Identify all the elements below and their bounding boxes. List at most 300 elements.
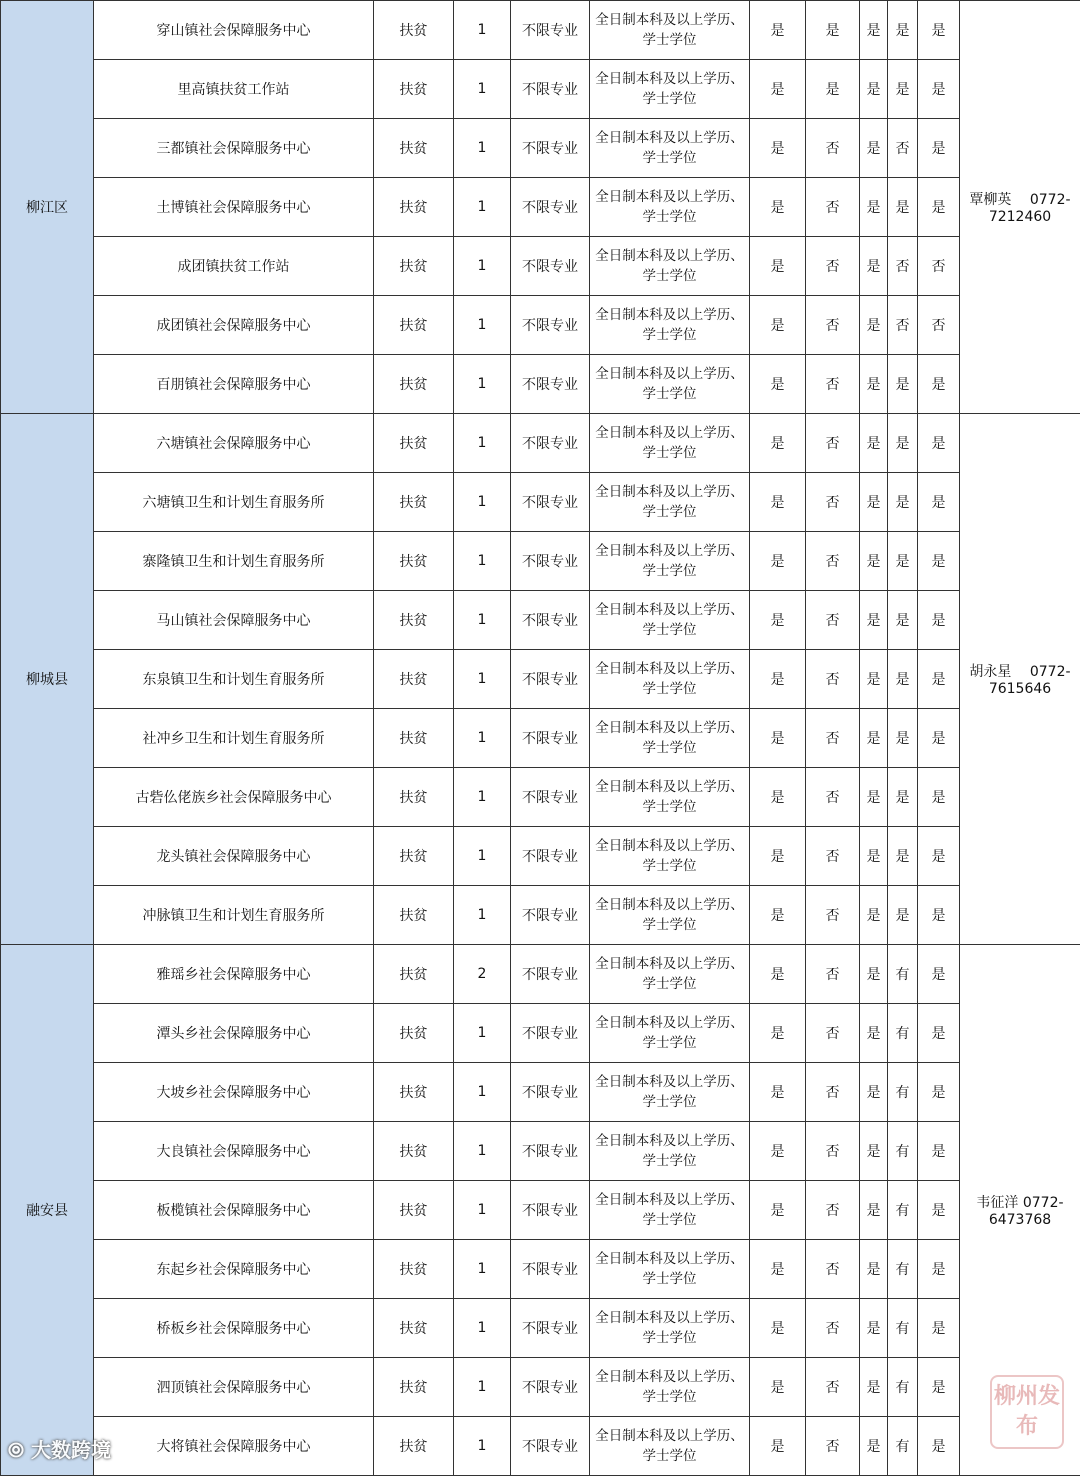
condition-cell: 是 (918, 1122, 960, 1181)
education-line-2: 学士学位 (643, 32, 697, 48)
condition-cell: 是 (750, 1240, 806, 1299)
condition-cell: 是 (918, 532, 960, 591)
condition-cell: 是 (918, 886, 960, 945)
condition-cell: 否 (806, 945, 860, 1004)
unit-cell: 冲脉镇卫生和计划生育服务所 (94, 886, 374, 945)
condition-cell: 是 (750, 119, 806, 178)
category-cell: 扶贫 (374, 650, 454, 709)
condition-cell: 是 (918, 1, 960, 60)
condition-cell: 是 (918, 1240, 960, 1299)
education-line-2: 学士学位 (643, 799, 697, 815)
unit-cell: 百朋镇社会保障服务中心 (94, 355, 374, 414)
condition-cell: 是 (888, 1, 918, 60)
category-cell: 扶贫 (374, 827, 454, 886)
condition-cell: 是 (860, 1299, 888, 1358)
condition-cell: 是 (888, 414, 918, 473)
condition-cell: 是 (750, 414, 806, 473)
condition-cell: 否 (806, 827, 860, 886)
count-cell: 1 (454, 1004, 511, 1063)
condition-cell: 否 (806, 650, 860, 709)
table-row (1, 1417, 1080, 1476)
count-cell: 1 (454, 119, 511, 178)
table-row (1, 650, 1080, 709)
education-cell (590, 119, 750, 178)
category-cell: 扶贫 (374, 1299, 454, 1358)
education-cell (590, 355, 750, 414)
education-line-2: 学士学位 (643, 858, 697, 874)
education-cell (590, 1, 750, 60)
contact-cell: 覃柳英 0772-7212460 (960, 1, 1080, 414)
unit-cell: 大坡乡社会保障服务中心 (94, 1063, 374, 1122)
count-cell: 1 (454, 178, 511, 237)
condition-cell: 否 (806, 237, 860, 296)
education-cell (590, 178, 750, 237)
condition-cell: 是 (750, 1004, 806, 1063)
unit-cell: 雅瑶乡社会保障服务中心 (94, 945, 374, 1004)
education-line-1: 全日制本科及以上学历、 (595, 838, 744, 854)
count-cell: 2 (454, 945, 511, 1004)
unit-cell: 桥板乡社会保障服务中心 (94, 1299, 374, 1358)
major-cell: 不限专业 (511, 1004, 590, 1063)
category-cell: 扶贫 (374, 1, 454, 60)
education-line-2: 学士学位 (643, 1389, 697, 1405)
condition-cell: 是 (888, 768, 918, 827)
county-cell: 柳城县 (1, 414, 94, 945)
condition-cell: 是 (750, 1358, 806, 1417)
unit-cell: 龙头镇社会保障服务中心 (94, 827, 374, 886)
condition-cell: 是 (888, 355, 918, 414)
condition-cell: 是 (860, 827, 888, 886)
unit-cell: 寨隆镇卫生和计划生育服务所 (94, 532, 374, 591)
condition-cell: 是 (860, 414, 888, 473)
condition-cell: 否 (806, 1240, 860, 1299)
count-cell: 1 (454, 1181, 511, 1240)
education-cell (590, 1240, 750, 1299)
condition-cell: 否 (806, 414, 860, 473)
table-row (1, 119, 1080, 178)
major-cell: 不限专业 (511, 178, 590, 237)
count-cell: 1 (454, 1063, 511, 1122)
condition-cell: 是 (888, 178, 918, 237)
education-cell (590, 945, 750, 1004)
watermark-logo-icon: ⦾ (8, 1438, 24, 1462)
condition-cell: 否 (806, 1063, 860, 1122)
condition-cell: 是 (806, 1, 860, 60)
condition-cell: 是 (750, 473, 806, 532)
unit-cell: 泗顶镇社会保障服务中心 (94, 1358, 374, 1417)
table-row (1, 296, 1080, 355)
table-row (1, 1181, 1080, 1240)
education-line-2: 学士学位 (643, 1212, 697, 1228)
education-line-2: 学士学位 (643, 268, 697, 284)
condition-cell: 是 (918, 60, 960, 119)
category-cell: 扶贫 (374, 1240, 454, 1299)
condition-cell: 否 (806, 591, 860, 650)
table-body (1, 1, 1080, 1476)
condition-cell: 是 (860, 1181, 888, 1240)
condition-cell: 是 (860, 119, 888, 178)
table-row (1, 1122, 1080, 1181)
condition-cell: 是 (750, 532, 806, 591)
condition-cell: 是 (888, 532, 918, 591)
condition-cell: 是 (888, 591, 918, 650)
education-line-1: 全日制本科及以上学历、 (595, 1015, 744, 1031)
condition-cell: 是 (750, 1063, 806, 1122)
table-row (1, 473, 1080, 532)
condition-cell: 有 (888, 945, 918, 1004)
condition-cell: 是 (918, 1299, 960, 1358)
education-cell (590, 414, 750, 473)
education-line-2: 学士学位 (643, 681, 697, 697)
condition-cell: 是 (860, 1063, 888, 1122)
condition-cell: 是 (750, 591, 806, 650)
condition-cell: 是 (860, 768, 888, 827)
category-cell: 扶贫 (374, 1181, 454, 1240)
count-cell: 1 (454, 473, 511, 532)
education-line-1: 全日制本科及以上学历、 (595, 1074, 744, 1090)
education-line-1: 全日制本科及以上学历、 (595, 779, 744, 795)
condition-cell: 否 (806, 1299, 860, 1358)
category-cell: 扶贫 (374, 119, 454, 178)
condition-cell: 是 (750, 355, 806, 414)
unit-cell: 大将镇社会保障服务中心 (94, 1417, 374, 1476)
condition-cell: 否 (806, 473, 860, 532)
condition-cell: 是 (860, 1417, 888, 1476)
condition-cell: 是 (750, 1299, 806, 1358)
education-line-1: 全日制本科及以上学历、 (595, 1369, 744, 1385)
condition-cell: 是 (918, 1004, 960, 1063)
condition-cell: 是 (750, 178, 806, 237)
table-row (1, 827, 1080, 886)
unit-cell: 大良镇社会保障服务中心 (94, 1122, 374, 1181)
condition-cell: 是 (860, 886, 888, 945)
condition-cell: 有 (888, 1004, 918, 1063)
county-cell: 融安县 (1, 945, 94, 1476)
condition-cell: 是 (750, 709, 806, 768)
condition-cell: 是 (918, 473, 960, 532)
condition-cell: 是 (860, 1240, 888, 1299)
condition-cell: 是 (750, 1, 806, 60)
condition-cell: 是 (750, 886, 806, 945)
condition-cell: 是 (860, 591, 888, 650)
condition-cell: 否 (806, 1122, 860, 1181)
condition-cell: 是 (918, 1417, 960, 1476)
condition-cell: 否 (806, 1358, 860, 1417)
count-cell: 1 (454, 237, 511, 296)
condition-cell: 否 (806, 709, 860, 768)
condition-cell: 是 (860, 296, 888, 355)
count-cell: 1 (454, 709, 511, 768)
unit-cell: 板榄镇社会保障服务中心 (94, 1181, 374, 1240)
condition-cell: 是 (750, 1122, 806, 1181)
unit-cell: 土博镇社会保障服务中心 (94, 178, 374, 237)
major-cell: 不限专业 (511, 1063, 590, 1122)
education-line-2: 学士学位 (643, 740, 697, 756)
count-cell: 1 (454, 532, 511, 591)
condition-cell: 有 (888, 1299, 918, 1358)
education-line-2: 学士学位 (643, 1035, 697, 1051)
count-cell: 1 (454, 1299, 511, 1358)
condition-cell: 是 (860, 178, 888, 237)
condition-cell: 是 (888, 473, 918, 532)
condition-cell: 是 (750, 650, 806, 709)
condition-cell: 是 (860, 945, 888, 1004)
education-cell (590, 237, 750, 296)
count-cell: 1 (454, 591, 511, 650)
education-line-1: 全日制本科及以上学历、 (595, 12, 744, 28)
education-line-1: 全日制本科及以上学历、 (595, 720, 744, 736)
education-line-1: 全日制本科及以上学历、 (595, 366, 744, 382)
education-cell (590, 1417, 750, 1476)
education-line-2: 学士学位 (643, 563, 697, 579)
education-line-2: 学士学位 (643, 504, 697, 520)
category-cell: 扶贫 (374, 1063, 454, 1122)
category-cell: 扶贫 (374, 945, 454, 1004)
education-line-2: 学士学位 (643, 622, 697, 638)
contact-cell: 胡永星 0772-7615646 (960, 414, 1080, 945)
education-line-1: 全日制本科及以上学历、 (595, 1310, 744, 1326)
watermark-logo-text: 大数跨境 (31, 1438, 111, 1462)
count-cell: 1 (454, 355, 511, 414)
unit-cell: 社冲乡卫生和计划生育服务所 (94, 709, 374, 768)
unit-cell: 里高镇扶贫工作站 (94, 60, 374, 119)
condition-cell: 是 (918, 709, 960, 768)
table-row (1, 1, 1080, 60)
condition-cell: 有 (888, 1417, 918, 1476)
table-row (1, 709, 1080, 768)
education-line-1: 全日制本科及以上学历、 (595, 130, 744, 146)
major-cell: 不限专业 (511, 119, 590, 178)
condition-cell: 否 (806, 296, 860, 355)
condition-cell: 否 (806, 1004, 860, 1063)
condition-cell: 否 (806, 532, 860, 591)
education-cell (590, 1299, 750, 1358)
count-cell: 1 (454, 1240, 511, 1299)
major-cell: 不限专业 (511, 1299, 590, 1358)
condition-cell: 否 (888, 296, 918, 355)
condition-cell: 是 (860, 1358, 888, 1417)
table-row (1, 1358, 1080, 1417)
condition-cell: 是 (750, 296, 806, 355)
major-cell: 不限专业 (511, 1122, 590, 1181)
major-cell: 不限专业 (511, 1, 590, 60)
condition-cell: 否 (806, 1181, 860, 1240)
contact-cell: 韦征洋 0772-6473768 (960, 945, 1080, 1476)
condition-cell: 否 (806, 886, 860, 945)
table-row (1, 591, 1080, 650)
education-line-1: 全日制本科及以上学历、 (595, 484, 744, 500)
count-cell: 1 (454, 1122, 511, 1181)
education-cell (590, 296, 750, 355)
major-cell: 不限专业 (511, 650, 590, 709)
education-line-1: 全日制本科及以上学历、 (595, 602, 744, 618)
condition-cell: 是 (888, 709, 918, 768)
count-cell: 1 (454, 1358, 511, 1417)
condition-cell: 是 (750, 60, 806, 119)
major-cell: 不限专业 (511, 768, 590, 827)
count-cell: 1 (454, 1, 511, 60)
condition-cell: 是 (918, 178, 960, 237)
education-line-2: 学士学位 (643, 150, 697, 166)
education-line-2: 学士学位 (643, 1330, 697, 1346)
condition-cell: 是 (860, 60, 888, 119)
condition-cell: 是 (860, 1004, 888, 1063)
count-cell: 1 (454, 768, 511, 827)
condition-cell: 是 (918, 650, 960, 709)
condition-cell: 是 (750, 945, 806, 1004)
condition-cell: 是 (918, 355, 960, 414)
table-row (1, 768, 1080, 827)
table-row (1, 1299, 1080, 1358)
education-line-1: 全日制本科及以上学历、 (595, 1133, 744, 1149)
condition-cell: 是 (918, 1181, 960, 1240)
education-cell (590, 532, 750, 591)
condition-cell: 有 (888, 1358, 918, 1417)
major-cell: 不限专业 (511, 827, 590, 886)
table-row (1, 1240, 1080, 1299)
education-line-1: 全日制本科及以上学历、 (595, 248, 744, 264)
education-cell (590, 650, 750, 709)
education-cell (590, 768, 750, 827)
category-cell: 扶贫 (374, 768, 454, 827)
major-cell: 不限专业 (511, 591, 590, 650)
major-cell: 不限专业 (511, 237, 590, 296)
education-line-1: 全日制本科及以上学历、 (595, 543, 744, 559)
count-cell: 1 (454, 60, 511, 119)
major-cell: 不限专业 (511, 355, 590, 414)
condition-cell: 是 (750, 1181, 806, 1240)
education-line-1: 全日制本科及以上学历、 (595, 661, 744, 677)
condition-cell: 是 (918, 945, 960, 1004)
education-cell (590, 1358, 750, 1417)
education-line-1: 全日制本科及以上学历、 (595, 1251, 744, 1267)
category-cell: 扶贫 (374, 473, 454, 532)
condition-cell: 有 (888, 1063, 918, 1122)
table-row (1, 60, 1080, 119)
education-line-2: 学士学位 (643, 327, 697, 343)
condition-cell: 否 (918, 237, 960, 296)
education-cell (590, 473, 750, 532)
county-cell: 柳江区 (1, 1, 94, 414)
education-cell (590, 886, 750, 945)
count-cell: 1 (454, 650, 511, 709)
unit-cell: 六塘镇卫生和计划生育服务所 (94, 473, 374, 532)
education-line-1: 全日制本科及以上学历、 (595, 189, 744, 205)
count-cell: 1 (454, 827, 511, 886)
condition-cell: 是 (860, 532, 888, 591)
unit-cell: 马山镇社会保障服务中心 (94, 591, 374, 650)
major-cell: 不限专业 (511, 473, 590, 532)
condition-cell: 是 (918, 1358, 960, 1417)
condition-cell: 是 (918, 1063, 960, 1122)
condition-cell: 否 (806, 1417, 860, 1476)
major-cell: 不限专业 (511, 1417, 590, 1476)
table-row (1, 355, 1080, 414)
category-cell: 扶贫 (374, 60, 454, 119)
major-cell: 不限专业 (511, 60, 590, 119)
category-cell: 扶贫 (374, 709, 454, 768)
education-cell (590, 827, 750, 886)
unit-cell: 古砦仫佬族乡社会保障服务中心 (94, 768, 374, 827)
major-cell: 不限专业 (511, 886, 590, 945)
count-cell: 1 (454, 296, 511, 355)
condition-cell: 是 (888, 60, 918, 119)
category-cell: 扶贫 (374, 237, 454, 296)
condition-cell: 否 (888, 119, 918, 178)
education-line-2: 学士学位 (643, 209, 697, 225)
condition-cell: 是 (888, 886, 918, 945)
education-line-2: 学士学位 (643, 917, 697, 933)
unit-cell: 东起乡社会保障服务中心 (94, 1240, 374, 1299)
condition-cell: 有 (888, 1240, 918, 1299)
education-line-2: 学士学位 (643, 445, 697, 461)
major-cell: 不限专业 (511, 296, 590, 355)
education-cell (590, 1181, 750, 1240)
major-cell: 不限专业 (511, 414, 590, 473)
category-cell: 扶贫 (374, 1358, 454, 1417)
condition-cell: 是 (918, 827, 960, 886)
major-cell: 不限专业 (511, 945, 590, 1004)
unit-cell: 东泉镇卫生和计划生育服务所 (94, 650, 374, 709)
watermark-logo (8, 1434, 111, 1463)
count-cell: 1 (454, 886, 511, 945)
unit-cell: 六塘镇社会保障服务中心 (94, 414, 374, 473)
condition-cell: 是 (860, 473, 888, 532)
education-cell (590, 1122, 750, 1181)
condition-cell: 是 (750, 237, 806, 296)
education-line-2: 学士学位 (643, 386, 697, 402)
condition-cell: 是 (750, 1417, 806, 1476)
table-row (1, 886, 1080, 945)
table-row (1, 178, 1080, 237)
education-cell (590, 60, 750, 119)
education-line-2: 学士学位 (643, 1271, 697, 1287)
table-row (1, 414, 1080, 473)
condition-cell: 是 (888, 650, 918, 709)
education-cell (590, 1004, 750, 1063)
condition-cell: 是 (860, 1, 888, 60)
table-row (1, 1004, 1080, 1063)
condition-cell: 是 (888, 827, 918, 886)
table-row (1, 945, 1080, 1004)
category-cell: 扶贫 (374, 1417, 454, 1476)
watermark-seal (990, 1375, 1064, 1449)
condition-cell: 是 (860, 237, 888, 296)
category-cell: 扶贫 (374, 414, 454, 473)
education-line-2: 学士学位 (643, 1448, 697, 1464)
unit-cell: 穿山镇社会保障服务中心 (94, 1, 374, 60)
education-line-1: 全日制本科及以上学历、 (595, 1428, 744, 1444)
condition-cell: 是 (918, 768, 960, 827)
unit-cell: 潭头乡社会保障服务中心 (94, 1004, 374, 1063)
condition-cell: 是 (860, 1122, 888, 1181)
major-cell: 不限专业 (511, 1181, 590, 1240)
major-cell: 不限专业 (511, 1240, 590, 1299)
education-cell (590, 709, 750, 768)
condition-cell: 是 (918, 414, 960, 473)
table-row (1, 532, 1080, 591)
education-cell (590, 591, 750, 650)
category-cell: 扶贫 (374, 532, 454, 591)
education-line-2: 学士学位 (643, 1094, 697, 1110)
condition-cell: 是 (918, 119, 960, 178)
major-cell: 不限专业 (511, 1358, 590, 1417)
table-row (1, 237, 1080, 296)
education-line-1: 全日制本科及以上学历、 (595, 956, 744, 972)
table-row (1, 1063, 1080, 1122)
education-line-2: 学士学位 (643, 976, 697, 992)
major-cell: 不限专业 (511, 532, 590, 591)
